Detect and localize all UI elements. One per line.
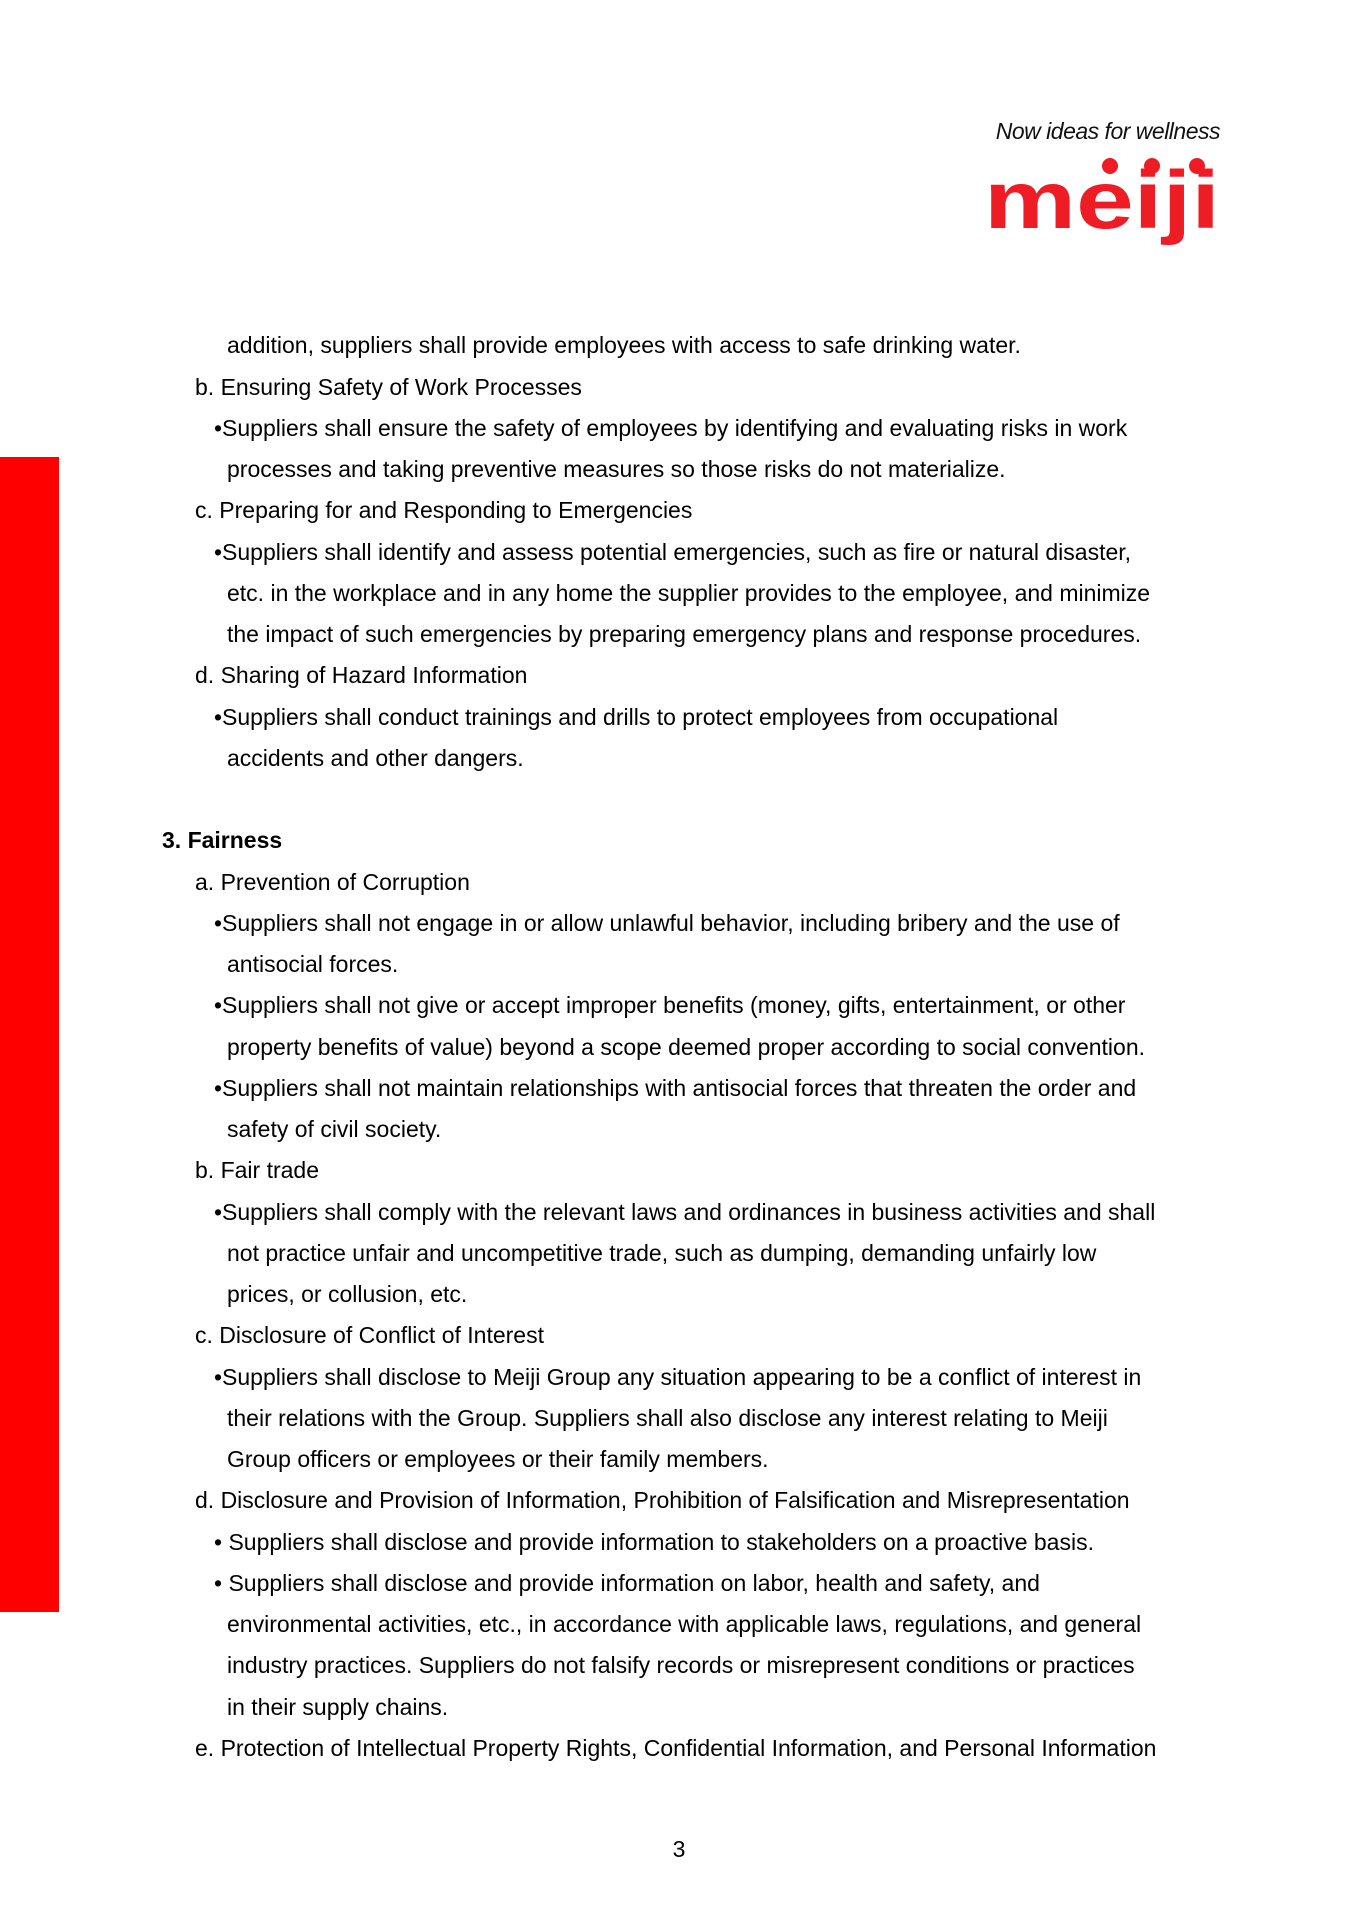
page-number: 3 bbox=[672, 1836, 686, 1862]
subsection-heading: c. Disclosure of Conflict of Interest bbox=[195, 1322, 544, 1348]
bullet-item: •Suppliers shall identify and assess potential emergencies, such as fire or natural disaster, bbox=[214, 539, 1132, 565]
bullet-item: •Suppliers shall not maintain relationships with antisocial forces that threaten the order and bbox=[214, 1075, 1137, 1101]
text-line: addition, suppliers shall provide employees with access to safe drinking water. bbox=[227, 332, 1021, 358]
text-line: the impact of such emergencies by preparing emergency plans and response procedures. bbox=[227, 621, 1142, 647]
text-line: property benefits of value) beyond a scope deemed proper according to social convention. bbox=[227, 1034, 1146, 1060]
text-line: not practice unfair and uncompetitive trade, such as dumping, demanding unfairly low bbox=[227, 1240, 1097, 1266]
bullet-item: •Suppliers shall not give or accept improper benefits (money, gifts, entertainment, or other bbox=[214, 992, 1126, 1018]
text-line: etc. in the workplace and in any home the supplier provides to the employee, and minimize bbox=[227, 580, 1151, 606]
side-accent-bar bbox=[0, 457, 59, 1612]
bullet-item: •Suppliers shall not engage in or allow unlawful behavior, including bribery and the use of bbox=[214, 910, 1120, 936]
meiji-brand-mark bbox=[984, 158, 1220, 254]
text-line: Group officers or employees or their family members. bbox=[227, 1446, 769, 1472]
subsection-heading: b. Ensuring Safety of Work Processes bbox=[195, 374, 582, 400]
subsection-heading: d. Sharing of Hazard Information bbox=[195, 662, 528, 688]
bullet-item: •Suppliers shall disclose to Meiji Group any situation appearing to be a conflict of interest in bbox=[214, 1364, 1142, 1390]
subsection-heading: a. Prevention of Corruption bbox=[195, 869, 470, 895]
logo-tagline: Now ideas for wellness bbox=[995, 118, 1220, 144]
bullet-item: • Suppliers shall disclose and provide information on labor, health and safety, and bbox=[214, 1570, 1040, 1596]
bullet-item: • Suppliers shall disclose and provide information to stakeholders on a proactive basis. bbox=[214, 1529, 1094, 1555]
subsection-heading: b. Fair trade bbox=[195, 1157, 319, 1183]
text-line: prices, or collusion, etc. bbox=[227, 1281, 468, 1307]
subsection-heading: c. Preparing for and Responding to Emergencies bbox=[195, 497, 693, 523]
bullet-item: •Suppliers shall conduct trainings and drills to protect employees from occupational bbox=[214, 704, 1059, 730]
text-line: antisocial forces. bbox=[227, 951, 399, 977]
section-heading: 3. Fairness bbox=[162, 827, 283, 853]
text-line: safety of civil society. bbox=[227, 1116, 442, 1142]
subsection-heading: d. Disclosure and Provision of Information, Prohibition of Falsification and Misrepresentation bbox=[195, 1487, 1130, 1513]
text-line: their relations with the Group. Suppliers shall also disclose any interest relating to Meiji bbox=[227, 1405, 1108, 1431]
text-line: in their supply chains. bbox=[227, 1694, 449, 1720]
logo-brand-text: meiji bbox=[984, 158, 1220, 246]
text-line: environmental activities, etc., in accordance with applicable laws, regulations, and general bbox=[227, 1611, 1142, 1637]
text-line: processes and taking preventive measures so those risks do not materialize. bbox=[227, 456, 1006, 482]
bullet-item: •Suppliers shall ensure the safety of employees by identifying and evaluating risks in work bbox=[214, 415, 1128, 441]
text-line: industry practices. Suppliers do not falsify records or misrepresent conditions or practices bbox=[227, 1652, 1135, 1678]
bullet-item: •Suppliers shall comply with the relevant laws and ordinances in business activities and shall bbox=[214, 1199, 1156, 1225]
text-line: accidents and other dangers. bbox=[227, 745, 524, 771]
subsection-heading: e. Protection of Intellectual Property Rights, Confidential Information, and Personal Information bbox=[195, 1735, 1157, 1761]
